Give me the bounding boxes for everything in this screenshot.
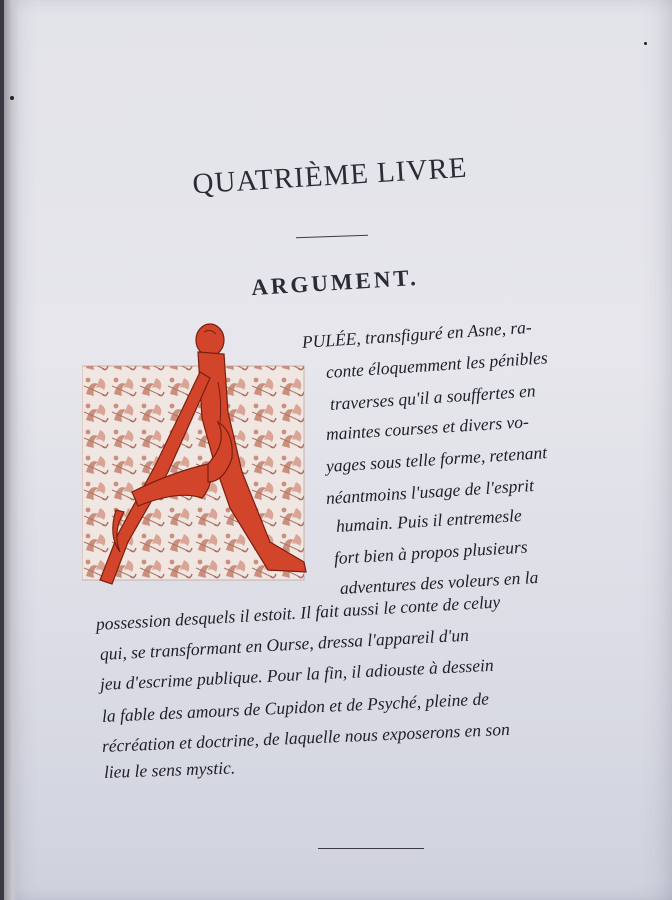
text-line: qui, se transformant en Ourse, dressa l'appareil d'un xyxy=(99,624,470,664)
text-line: maintes courses et divers vo- xyxy=(325,411,530,444)
text-line: lieu le sens mystic. xyxy=(103,757,236,782)
argument-heading: ARGUMENT. xyxy=(250,264,420,301)
text-line: possession desquels il estoit. Il fait aussi le conte de celuy xyxy=(95,591,501,634)
text-line: néantmoins l'usage de l'esprit xyxy=(325,474,535,508)
text-line: traverses qu'il a souffertes en xyxy=(329,380,537,414)
text-line: adventures des voleurs en la xyxy=(339,566,539,598)
text-line: conte éloquemment les pénibles xyxy=(325,347,549,382)
text-line: la fable des amours de Cupidon et de Psyché, pleine de xyxy=(101,688,490,726)
text-line: humain. Puis il entremesle xyxy=(335,504,523,536)
text-line: PULÉE, transfiguré en Asne, ra- xyxy=(301,316,533,352)
text-line: récréation et doctrine, de laquelle nous exposerons en son xyxy=(101,718,511,756)
chapter-title: QUATRIÈME LIVRE xyxy=(191,151,469,201)
text-line: fort bien à propos plusieurs xyxy=(333,536,529,568)
text-line: jeu d'escrime publique. Pour la fin, il adiouste à dessein xyxy=(99,654,495,694)
bottom-divider xyxy=(318,848,424,849)
text-line: yages sous telle forme, retenant xyxy=(325,442,548,476)
